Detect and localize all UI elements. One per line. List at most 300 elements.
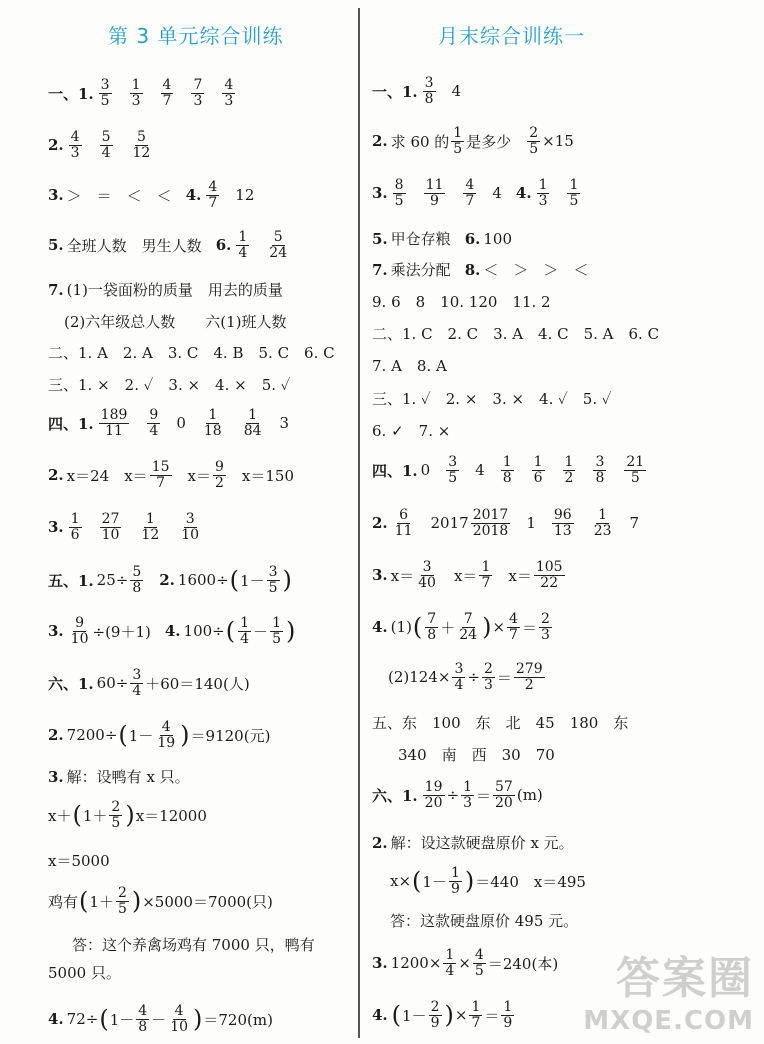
answer-text: 答：这款硬盘原价 495 元。: [390, 912, 579, 930]
answer-text: 2017: [430, 514, 469, 533]
denominator: 10: [101, 526, 120, 543]
denominator: 2: [214, 474, 224, 491]
numerator: 4: [162, 77, 172, 93]
answer-text: 三、1. × 2. ✓ 3. × 4. × 5. ✓: [48, 376, 291, 394]
item-number: 6.: [464, 229, 481, 248]
denominator: 4: [101, 144, 111, 161]
answer-text: 答：这个养禽场鸡有 7000 只，鸭有: [72, 936, 315, 954]
item-number: 四、1.: [48, 414, 94, 433]
fraction: [463, 178, 476, 208]
fraction: [592, 508, 614, 538]
fraction: [270, 616, 283, 646]
fraction: [482, 662, 495, 692]
fraction: [130, 565, 143, 595]
denominator: 10: [70, 630, 89, 647]
denominator: 24: [269, 244, 288, 261]
open-paren: (: [99, 1005, 109, 1034]
answer-text: 100: [483, 229, 512, 248]
numerator: 1: [272, 615, 281, 631]
answer-text: x＝: [453, 566, 478, 585]
fraction: [202, 408, 224, 438]
answer-text: －: [253, 622, 269, 641]
item-number: 2.: [48, 466, 64, 485]
answer-line: [48, 460, 294, 490]
answer-text: 二、1. C 2. C 3. A 4. C 5. A 6. C: [372, 325, 660, 343]
numerator: 15: [151, 459, 170, 475]
answer-text: ÷: [446, 786, 460, 805]
answer-text: x＝24 x＝: [66, 466, 148, 485]
fraction: [534, 560, 565, 590]
fraction: [147, 408, 160, 438]
answer-line: [48, 408, 289, 438]
numerator: 3: [132, 667, 142, 683]
item-number: 2.: [372, 514, 388, 533]
answer-line: [48, 850, 110, 871]
item-number: 8.: [464, 260, 481, 279]
answer-text: 25÷: [96, 571, 129, 590]
denominator: 5: [272, 630, 281, 647]
denominator: 3: [540, 626, 550, 643]
fraction: [155, 720, 177, 750]
answer-line: [372, 560, 567, 590]
denominator: 5: [111, 814, 121, 831]
numerator: 1: [538, 177, 548, 193]
answer-text: ÷(9＋1): [92, 622, 151, 641]
answer-text: 100÷: [183, 622, 225, 641]
open-paren: (: [225, 617, 236, 646]
denominator: 5: [474, 962, 484, 979]
close-paren: ): [444, 1001, 454, 1030]
answer-text: 1－: [109, 1010, 135, 1029]
numerator: 1: [502, 454, 512, 470]
item-number: 3.: [372, 954, 388, 973]
answer-line: [48, 342, 335, 363]
answer-text: 甲仓存粮: [390, 230, 451, 248]
answer-text: (m): [516, 786, 543, 805]
fraction: [393, 178, 406, 208]
answer-line: [64, 311, 287, 332]
fraction: [501, 1000, 514, 1030]
answer-text: ＝9120(元): [190, 726, 271, 745]
answer-text: 二、1. A 2. A 3. C 4. B 5. C 6. C: [48, 344, 335, 362]
fraction: [238, 616, 251, 646]
answer-text: ＜ ＞ ＞ ＜: [483, 261, 589, 279]
answer-text: ＝: [521, 618, 537, 637]
answer-text: x＝: [390, 566, 415, 585]
numerator: 2: [111, 799, 121, 815]
answer-line: [372, 126, 574, 156]
numerator: 2: [529, 125, 539, 141]
fraction: [99, 408, 130, 438]
left-title: 第 3 单元综合训练: [108, 24, 284, 48]
item-number: 六、1.: [48, 674, 94, 693]
numerator: 4: [174, 1003, 184, 1019]
denominator: 2: [524, 676, 534, 693]
item-number: 2.: [48, 136, 64, 155]
item-number: 四、1.: [372, 461, 418, 480]
denominator: 5: [117, 900, 127, 917]
denominator: 3: [224, 92, 234, 109]
answer-line: [372, 228, 512, 249]
numerator: 4: [138, 1003, 148, 1019]
item-number: 4.: [48, 1010, 64, 1029]
answer-text: ＝: [496, 668, 512, 687]
fraction: [267, 565, 280, 595]
numerator: 4: [509, 611, 518, 627]
numerator: 1: [445, 947, 455, 963]
answer-text: 5000 只。: [48, 964, 121, 982]
fraction: [449, 866, 462, 896]
denominator: 4: [238, 244, 248, 261]
denominator: 3: [70, 144, 80, 161]
item-number: 4.: [185, 186, 202, 205]
fraction: [100, 512, 122, 542]
answer-text: ＝720(m): [203, 1010, 273, 1029]
answer-text: 解：设这款硬盘原价 x 元。: [390, 834, 574, 852]
denominator: 2: [564, 469, 574, 486]
denominator: 7: [162, 92, 172, 109]
fraction: [473, 948, 486, 978]
item-number: 5.: [48, 236, 64, 255]
answer-text: 60÷: [96, 674, 129, 693]
denominator: 18: [203, 422, 222, 439]
denominator: 19: [157, 734, 176, 751]
numerator: 3: [454, 661, 464, 677]
fraction: [429, 1000, 442, 1030]
answer-line: [372, 76, 461, 106]
item-number: 4.: [515, 184, 532, 203]
answer-line: [372, 178, 596, 208]
watermark: [583, 942, 754, 1036]
item-number: 4.: [372, 1006, 388, 1025]
answer-text: ＋60＝140(人): [145, 674, 250, 693]
numerator: 1: [463, 779, 472, 795]
fraction: [139, 512, 161, 542]
fraction: [423, 76, 436, 106]
item-number: 3.: [48, 767, 64, 786]
fraction: [527, 126, 540, 156]
numerator: 279: [515, 661, 543, 677]
fraction: [479, 560, 492, 590]
numerator: 1: [503, 999, 513, 1015]
numerator: 4: [208, 179, 218, 195]
answer-text: (1): [390, 618, 412, 637]
fraction: [206, 180, 219, 210]
fraction: [131, 130, 153, 160]
numerator: 1: [248, 407, 258, 423]
numerator: 3: [422, 559, 432, 575]
answer-line: [48, 565, 293, 595]
fraction: [567, 178, 580, 208]
denominator: 7: [509, 626, 518, 643]
fraction: [471, 508, 511, 538]
answer-line: [372, 455, 662, 485]
answer-text: 340 南 西 30 70: [398, 746, 555, 764]
answer-text: ×: [492, 618, 506, 637]
answer-text: 7. A 8. A: [372, 357, 447, 375]
answer-text: 7200÷: [66, 726, 118, 745]
denominator: 7: [471, 1014, 481, 1031]
denominator: 3: [483, 676, 493, 693]
denominator: 8: [132, 579, 142, 596]
answer-line: [48, 668, 250, 698]
answer-text: (1)一袋面粉的质量 用去的质量: [66, 281, 283, 299]
denominator: 8: [595, 469, 605, 486]
fraction: [624, 455, 646, 485]
answer-text: 4: [492, 184, 502, 203]
answer-line: [372, 508, 639, 538]
answer-text: 1＋: [82, 806, 108, 825]
numerator: 2017: [472, 507, 509, 523]
denominator: 4: [445, 962, 455, 979]
numerator: 1: [453, 125, 463, 141]
denominator: 13: [553, 522, 572, 539]
denominator: 11: [105, 422, 123, 439]
fraction: [514, 662, 545, 692]
answer-text: 4: [451, 82, 462, 101]
answer-text: 12: [235, 186, 255, 205]
fraction: [532, 455, 545, 485]
answer-text: x＝5000: [48, 852, 110, 870]
fraction: [446, 455, 459, 485]
denominator: 3: [463, 794, 472, 811]
answer-line: [372, 948, 558, 978]
fraction: [563, 455, 576, 485]
fraction: [136, 1004, 149, 1034]
answer-text: 3: [279, 414, 290, 433]
fraction: [213, 460, 226, 490]
answer-line: [372, 1000, 516, 1030]
answer-text: 三、1. ✓ 2. × 3. × 4. ✓ 5. ✓: [372, 390, 612, 408]
numerator: 21: [626, 454, 645, 470]
answer-text: 9. 6 8 10. 120 11. 2: [372, 293, 551, 311]
item-number: 7.: [48, 280, 64, 299]
fraction: [493, 780, 515, 810]
answer-text: 0: [420, 461, 431, 480]
answer-line: [372, 291, 551, 312]
open-paren: (: [412, 867, 422, 896]
answer-line: [48, 279, 283, 300]
denominator: 9: [430, 1014, 440, 1031]
denominator: 11: [394, 522, 413, 539]
denominator: 5: [453, 140, 463, 157]
denominator: 4: [132, 682, 142, 699]
numerator: 7: [193, 77, 203, 93]
numerator: 2: [430, 999, 440, 1015]
numerator: 1: [481, 559, 491, 575]
fraction: [168, 1004, 190, 1034]
denominator: 5: [448, 469, 458, 486]
numerator: 27: [101, 511, 120, 527]
numerator: 4: [465, 177, 475, 193]
numerator: 7: [463, 611, 473, 627]
open-paren: (: [391, 1001, 402, 1030]
answer-text: 1－: [128, 726, 154, 745]
denominator: 5: [268, 579, 278, 596]
numerator: 1: [70, 511, 80, 527]
numerator: 4: [474, 947, 484, 963]
numerator: 4: [70, 129, 80, 145]
numerator: 1: [238, 229, 248, 245]
item-number: 3.: [372, 566, 388, 585]
answer-line: [48, 616, 296, 646]
fraction: [130, 668, 143, 698]
fraction: [179, 512, 201, 542]
close-paren: ): [131, 887, 142, 916]
item-number: 五、1.: [48, 571, 94, 590]
numerator: 1: [450, 865, 460, 881]
numerator: 105: [535, 559, 563, 575]
answer-text: 解：设鸭有 x 只。: [66, 768, 190, 786]
item-number: 3.: [48, 518, 64, 537]
answer-text: x＋: [48, 806, 72, 825]
answer-text: ＝240(本): [487, 954, 559, 973]
denominator: 20: [495, 794, 513, 811]
answer-text: 4: [475, 461, 485, 480]
numerator: 1: [240, 615, 250, 631]
close-paren: ): [282, 566, 292, 595]
answer-line: [48, 886, 273, 916]
denominator: 10: [170, 1018, 189, 1035]
numerator: 3: [100, 77, 110, 93]
answer-text: 1600÷: [177, 571, 229, 590]
answer-text: 0: [176, 414, 186, 433]
denominator: 40: [418, 574, 436, 591]
answer-line: [372, 832, 574, 853]
answer-text: ＝: [476, 786, 492, 805]
numerator: 5: [132, 564, 142, 580]
numerator: 9: [214, 459, 224, 475]
item-number: 一、1.: [48, 84, 94, 103]
denominator: 3: [538, 192, 548, 209]
answer-text: 1＋: [89, 892, 114, 911]
denominator: 9: [450, 880, 460, 897]
denominator: 8: [138, 1018, 148, 1035]
answer-line: [48, 230, 305, 260]
answer-text: 6. ✓ 7. ×: [372, 422, 451, 440]
answer-text: ＝: [484, 1006, 500, 1025]
fraction: [537, 178, 550, 208]
answer-line: [372, 323, 659, 344]
answer-line: [48, 720, 270, 750]
denominator: 7: [465, 192, 475, 209]
fraction: [539, 612, 552, 642]
denominator: 4: [149, 422, 159, 439]
answer-line: [48, 1004, 273, 1034]
answer-text: ×5000＝7000(只): [142, 892, 273, 911]
fraction: [191, 78, 204, 108]
item-number: 2.: [48, 726, 64, 745]
column-divider: [358, 8, 360, 1038]
fraction: [69, 512, 82, 542]
numerator: 4: [224, 77, 234, 93]
numerator: 57: [495, 779, 513, 795]
item-number: 3.: [372, 184, 388, 203]
denominator: 7: [156, 474, 166, 491]
open-paren: (: [412, 613, 423, 642]
answer-text: ×: [458, 954, 471, 973]
numerator: 1: [471, 999, 481, 1015]
denominator: 8: [502, 469, 512, 486]
item-number: 7.: [372, 260, 388, 279]
answer-text: －: [151, 1010, 167, 1029]
answer-text: x＝: [508, 566, 532, 585]
answer-text: x＝12000: [135, 806, 207, 825]
fraction: [150, 460, 172, 490]
answer-text: x＝: [187, 466, 211, 485]
answer-text: ＞ ＝ ＜ ＜: [66, 186, 172, 205]
numerator: 2: [540, 611, 550, 627]
numerator: 9: [75, 615, 85, 631]
answer-text: 五、东 100 东 北 45 180 东: [372, 714, 629, 732]
close-paren: ): [464, 867, 475, 896]
denominator: 10: [181, 526, 200, 543]
fraction: [469, 1000, 482, 1030]
open-paren: (: [229, 566, 240, 595]
fraction: [501, 455, 514, 485]
item-number: 4.: [372, 618, 388, 637]
numerator: 5: [273, 229, 283, 245]
fraction: [116, 886, 129, 916]
fraction: [452, 662, 465, 692]
denominator: 8: [424, 90, 434, 107]
fraction: [457, 612, 479, 642]
item-number: 6.: [215, 236, 232, 255]
answer-line: [48, 374, 290, 395]
answer-line: [48, 130, 168, 160]
answer-text: 1－: [240, 571, 265, 590]
answer-text: x＝150: [241, 466, 294, 485]
numerator: 2: [483, 661, 493, 677]
answer-line: [372, 780, 543, 810]
answer-text: 72÷: [66, 1010, 99, 1029]
denominator: 7: [208, 194, 218, 211]
numerator: 3: [185, 511, 195, 527]
numerator: 1: [208, 407, 218, 423]
watermark-url: MXQE.COM: [583, 1006, 754, 1036]
fraction: [424, 178, 446, 208]
denominator: 3: [131, 92, 141, 109]
numerator: 2: [117, 885, 127, 901]
open-paren: (: [79, 887, 89, 916]
denominator: 23: [593, 522, 612, 539]
open-paren: (: [72, 801, 82, 830]
answer-line: [372, 388, 612, 409]
answer-line: [48, 962, 121, 983]
item-number: 3.: [48, 622, 64, 641]
answer-line: [372, 420, 450, 441]
open-paren: (: [118, 721, 128, 750]
denominator: 5: [394, 192, 404, 209]
answer-line: [48, 800, 207, 830]
close-paren: ): [482, 613, 492, 642]
close-paren: ): [285, 617, 296, 646]
answer-line: [48, 766, 190, 787]
numerator: 6: [399, 507, 409, 523]
answer-text: ＋: [440, 618, 456, 637]
denominator: 20: [424, 794, 443, 811]
answer-line: [388, 662, 547, 692]
answer-text: ×: [454, 1006, 468, 1025]
denominator: 6: [70, 526, 80, 543]
fraction: [109, 800, 122, 830]
fraction: [507, 612, 520, 642]
numerator: 1: [533, 454, 543, 470]
answer-line: [72, 934, 315, 955]
right-title: 月末综合训练一: [438, 24, 585, 48]
answer-line: [48, 512, 217, 542]
denominator: 5: [569, 192, 579, 209]
